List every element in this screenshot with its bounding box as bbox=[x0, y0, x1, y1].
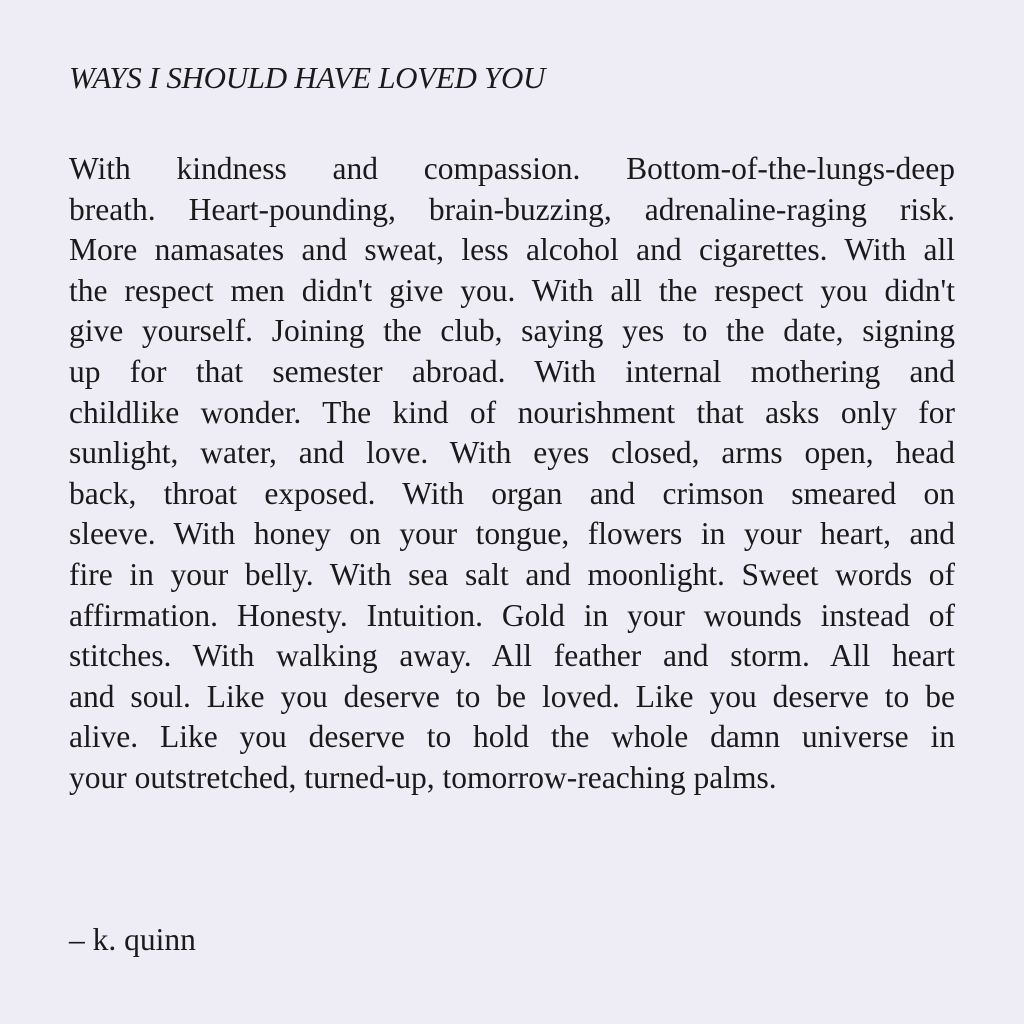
poem-line: More namasates and sweat, less alcohol and cigarettes. With all bbox=[69, 232, 955, 268]
poem-line: stitches. With walking away. All feather and storm. All heart bbox=[69, 638, 955, 674]
poem-line: With kindness and compassion. Bottom-of-the-lungs-deep bbox=[69, 151, 955, 186]
poem-line: fire in your belly. With sea salt and moonlight. Sweet words of bbox=[69, 556, 955, 592]
poem-line: affirmation. Honesty. Intuition. Gold in your wounds instead of bbox=[69, 597, 955, 633]
poem-line: alive. Like you deserve to hold the whole damn universe in bbox=[69, 719, 955, 755]
poem-line: and soul. Like you deserve to be loved. Like you deserve to be bbox=[69, 678, 955, 714]
poem-line: the respect men didn't give you. With all the respect you didn't bbox=[69, 272, 955, 308]
poem-line: give yourself. Joining the club, saying yes to the date, signing bbox=[69, 313, 955, 349]
poem-body bbox=[69, 149, 955, 799]
poem-line: your outstretched, turned-up, tomorrow-reaching palms. bbox=[69, 759, 777, 795]
poem-line: sleeve. With honey on your tongue, flowers in your heart, and bbox=[69, 516, 955, 552]
poem-line: back, throat exposed. With organ and crimson smeared on bbox=[69, 475, 955, 511]
poem-line: sunlight, water, and love. With eyes closed, arms open, head bbox=[69, 435, 955, 471]
poem-line: up for that semester abroad. With internal mothering and bbox=[69, 353, 955, 389]
poem-title: WAYS I SHOULD HAVE LOVED YOU bbox=[69, 60, 546, 95]
poem-attribution: – k. quinn bbox=[69, 922, 196, 957]
poem-line: childlike wonder. The kind of nourishment that asks only for bbox=[69, 394, 955, 430]
poem-line: breath. Heart-pounding, brain-buzzing, adrenaline-raging risk. bbox=[69, 191, 955, 227]
